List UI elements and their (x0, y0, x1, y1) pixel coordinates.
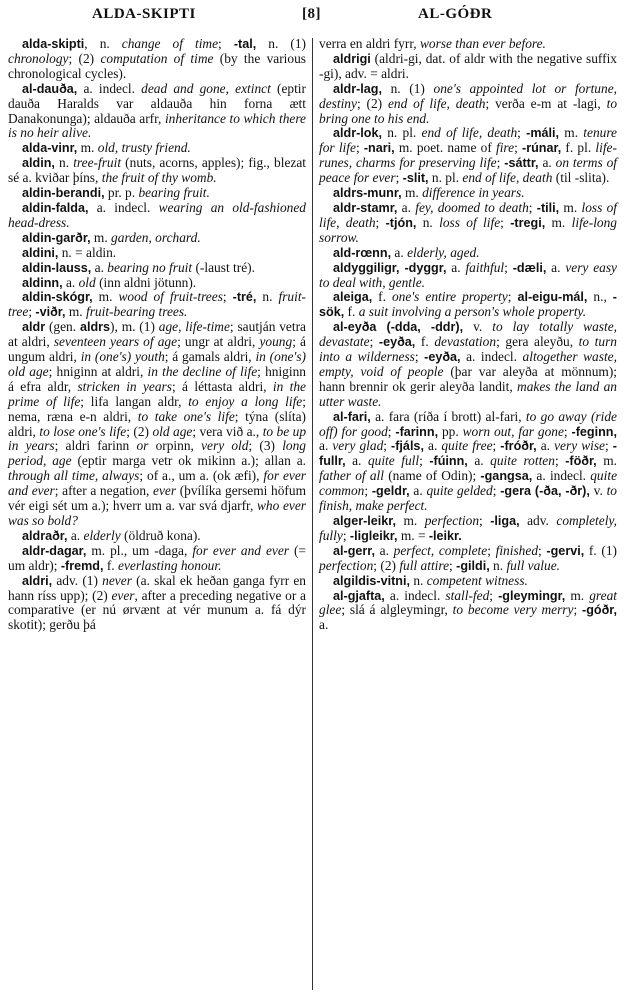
dictionary-entry: aldr-stamr, a. fey, doomed to death; -tili, m. loss of life, death; -tjón, n. loss of life; -tregi, m. life-long sorrow. (319, 199, 617, 245)
dictionary-entry: aldr-dagar, m. pl., um -daga, for ever and ever (= um aldr); -fremd, f. everlasting honour. (8, 542, 306, 573)
dictionary-entry: aldrigi (aldri-gi, dat. of aldr with the negative suffix -gi), adv. = aldri. (319, 50, 617, 81)
dictionary-entry: al-eyða (-dda, -ddr), v. to lay totally waste, devastate; -eyða, f. devastation; gera aleyðu, to turn into a wilderness; -eyða, a. indecl. altogether waste, empty, void of people (þar var aleyða at mönnum); hann brennir ok gerir aleyða landit, makes the land an utter waste. (319, 319, 617, 409)
dictionary-entry: aldr-lag, n. (1) one's appointed lot or fortune, destiny; (2) end of life, death; verða e-m at -lagi, to bring one to his end. (319, 80, 618, 126)
dictionary-entry: alger-leikr, m. perfection; -liga, adv. completely, fully; -ligleikr, m. = -leikr. (319, 513, 617, 543)
dictionary-entry: ald-rœnn, a. elderly, aged. (333, 244, 480, 260)
dictionary-entry: aldin-berandi, pr. p. bearing fruit. (22, 185, 210, 201)
dictionary-entry: verra en aldri fyrr, worse than ever before. (319, 36, 546, 51)
dictionary-entry: algildis-vitni, n. competent witness. (333, 572, 528, 588)
dictionary-entry: aldin-falda, a. indecl. wearing an old-fashioned head-dress. (8, 199, 306, 230)
page-header (0, 0, 625, 30)
left-column (8, 37, 306, 633)
right-column (319, 37, 617, 633)
dictionary-entry: aldyggiligr, -dyggr, a. faithful; -dæli, a. very easy to deal with, gentle. (319, 259, 617, 290)
dictionary-entry: aldini, n. = aldin. (22, 244, 117, 260)
dictionary-entry: aldin-lauss, a. bearing no fruit (-laust tré). (22, 259, 255, 275)
dictionary-entry: aldin-garðr, m. garden, orchard. (22, 229, 201, 245)
column-divider (312, 38, 313, 990)
dictionary-entry: aldr-lok, n. pl. end of life, death; -máli, m. tenure for life; -nari, m. poet. name of fire; -rúnar, f. pl. life-runes, charms for preserving life; -sáttr, a. on terms of peace for ever; -slit, n. pl. end of life, death (til -slita). (319, 125, 617, 186)
dictionary-entry: al-gjafta, a. indecl. stall-fed; -gleymingr, m. great glee; slá á algleymingr, to become very merry; -góðr, a. (319, 587, 618, 633)
dictionary-entry: al-gerr, a. perfect, complete; finished; -gervi, f. (1) perfection; (2) full attire; -gildi, n. full value. (319, 542, 617, 573)
dictionary-entry: aldrs-munr, m. difference in years. (333, 185, 525, 201)
page-number: [8] (302, 6, 321, 22)
left-guide-word: ALDA-SKIPTI (92, 6, 196, 22)
dictionary-entry: aldri, adv. (1) never (a. skal ek heðan ganga fyrr en hann ríss upp); (2) ever, after a preceding negative or a comparative (er nú ørvænt at vér munum a. fá dýr skotit); gerðu þá (8, 572, 306, 633)
dictionary-entry: aldr (gen. aldrs), m. (1) age, life-time; sautján vetra at aldri, seventeen years of age; ungr at aldri, young; á ungum aldri, in (one's) youth; á gamals aldri, in (one's) old age; hniginn at aldri, in the decline of life; hniginn á efra aldr, stricken in years; á léttasta aldri, in the prime of life; lifa langan aldr, to enjoy a long life; nema, ræna e-n aldri, to take one's life; týna (slíta) aldri, to lose one's life; (2) old age; vera við a., to be up in years; aldri farinn or orpinn, very old; (3) long period, age (eptir marga vetr ok mikinn a.); allan a. through all time, always; of a., um a. (ok æfi), for ever and ever; after a negation, ever (þvílíka gersemi höfum vér eigi sét um a.); hverr um a. var svá djarfr, who ever was so bold? (8, 319, 307, 528)
dictionary-entry: aldin, n. tree-fruit (nuts, acorns, apples); fig., blezat sé a. kviðar þíns, the fruit of thy womb. (8, 155, 306, 186)
dictionary-entry: aldraðr, a. elderly (öldruð kona). (22, 527, 201, 543)
dictionary-entry: alda-skipti, n. change of time; -tal, n. (1) chronology; (2) computation of time (by the various chronological cycles). (8, 36, 306, 81)
dictionary-entry: aldin-skógr, m. wood of fruit-trees; -tré, n. fruit-tree; -viðr, m. fruit-bearing trees. (8, 289, 306, 320)
dictionary-entry: aleiga, f. one's entire property; al-eigu-mál, n., -sök, f. a suit involving a person's whole property. (319, 289, 617, 320)
right-guide-word: AL-GÓÐR (418, 6, 493, 22)
dictionary-entry: alda-vinr, m. old, trusty friend. (22, 140, 191, 156)
dictionary-entry: aldinn, a. old (inn aldni jötunn). (22, 274, 197, 290)
dictionary-entry: al-dauða, a. indecl. dead and gone, extinct (eptir dauða Haralds var aldauða hin forna ætt Danakonunga); aldauða arfr, inheritance to which there is no heir alive. (8, 80, 306, 141)
dictionary-entry: al-fari, a. fara (ríða í brott) al-fari, to go away (ride off) for good; -farinn, pp. worn out, far gone; -feginn, a. very glad; -fjáls, a. quite free; -fróðr, a. very wise; -fullr, a. quite full; -fúinn, a. quite rotten; -föðr, m. father of all (name of Odin); -gangsa, a. indecl. quite common; -geldr, a. quite gelded; -gera (-ða, -ðr), v. to finish, make perfect. (319, 408, 618, 514)
